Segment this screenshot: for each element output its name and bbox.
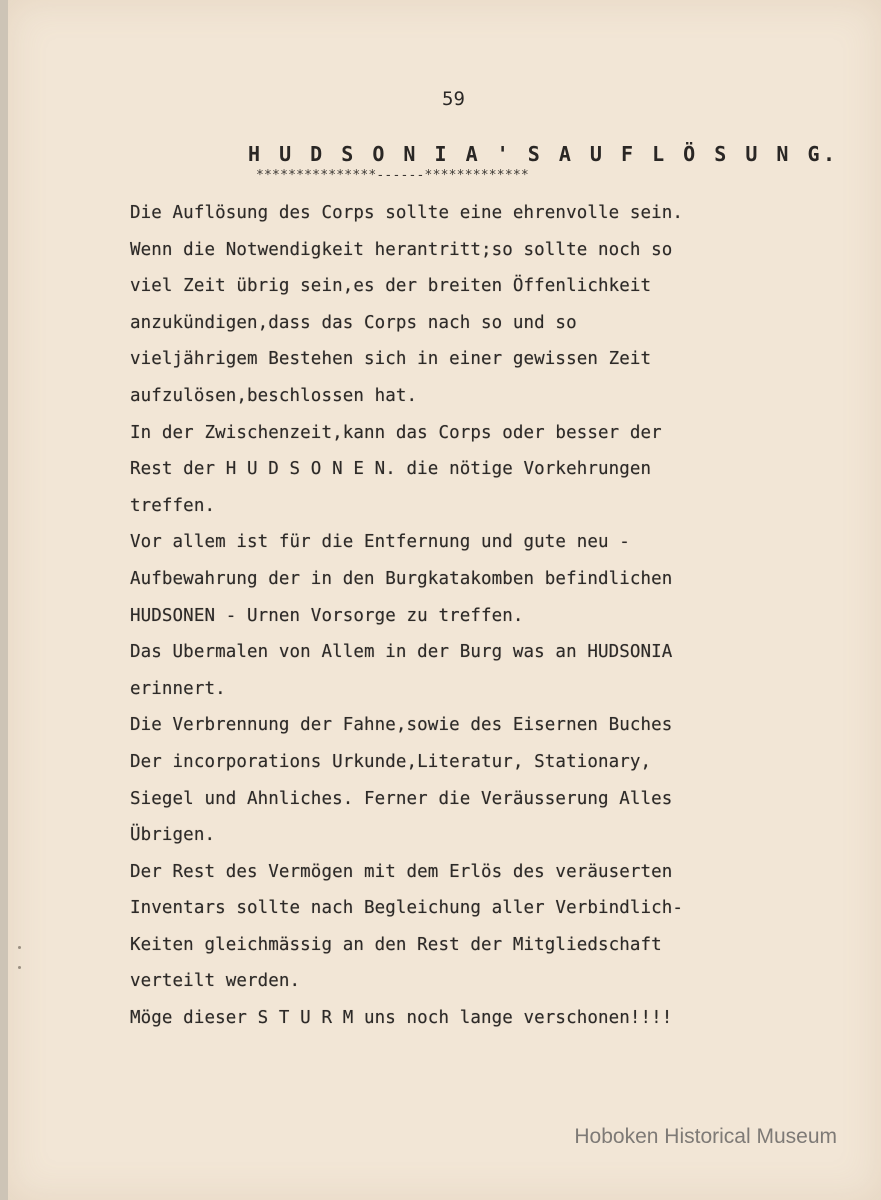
text-line: Keiten gleichmässig an den Rest der Mitgliedschaft <box>130 934 662 955</box>
title-underline-rule: ***************------************* <box>256 168 529 183</box>
text-line: HUDSONEN - Urnen Vorsorge zu treffen. <box>130 605 524 626</box>
text-line: treffen. <box>130 495 216 516</box>
text-line: Die Verbrennung der Fahne,sowie des Eisernen Buches <box>130 715 673 736</box>
text-line: Übrigen. <box>130 825 216 846</box>
museum-watermark: Hoboken Historical Museum <box>574 1125 837 1148</box>
text-line: Der incorporations Urkunde,Literatur, Stationary, <box>130 751 652 772</box>
text-line: Vor allem ist für die Entfernung und gute neu - <box>130 532 630 553</box>
text-line: vieljährigem Bestehen sich in einer gewissen Zeit <box>130 349 652 370</box>
page-number: 59 <box>442 88 465 110</box>
text-line: Inventars sollte nach Begleichung aller Verbindlich- <box>130 898 684 919</box>
text-line: Wenn die Notwendigkeit herantritt;so sollte noch so <box>130 239 673 260</box>
text-line: Möge dieser S T U R M uns noch lange verschonen!!!! <box>130 1008 673 1029</box>
body-text <box>130 201 683 1043</box>
text-line: Das Ubermalen von Allem in der Burg was an HUDSONIA <box>130 642 673 663</box>
document-title: H U D S O N I A ' S A U F L Ö S U N G. <box>248 142 839 166</box>
text-line: verteilt werden. <box>130 971 301 992</box>
paper-speck <box>18 946 21 949</box>
text-line: Rest der H U D S O N E N. die nötige Vorkehrungen <box>130 459 652 480</box>
text-line: erinnert. <box>130 678 226 699</box>
text-line: Der Rest des Vermögen mit dem Erlös des veräuserten <box>130 861 673 882</box>
text-line: viel Zeit übrig sein,es der breiten Öffenlichkeit <box>130 276 652 297</box>
text-line: Siegel und Ahnliches. Ferner die Veräusserung Alles <box>130 788 673 809</box>
text-line: Aufbewahrung der in den Burgkatakomben befindlichen <box>130 568 673 589</box>
text-line: In der Zwischenzeit,kann das Corps oder besser der <box>130 422 662 443</box>
document-page <box>8 0 881 1200</box>
text-line: Die Auflösung des Corps sollte eine ehrenvolle sein. <box>130 203 684 223</box>
text-line: aufzulösen,beschlossen hat. <box>130 385 418 406</box>
paper-speck <box>18 966 21 969</box>
text-line: anzukündigen,dass das Corps nach so und so <box>130 312 577 333</box>
